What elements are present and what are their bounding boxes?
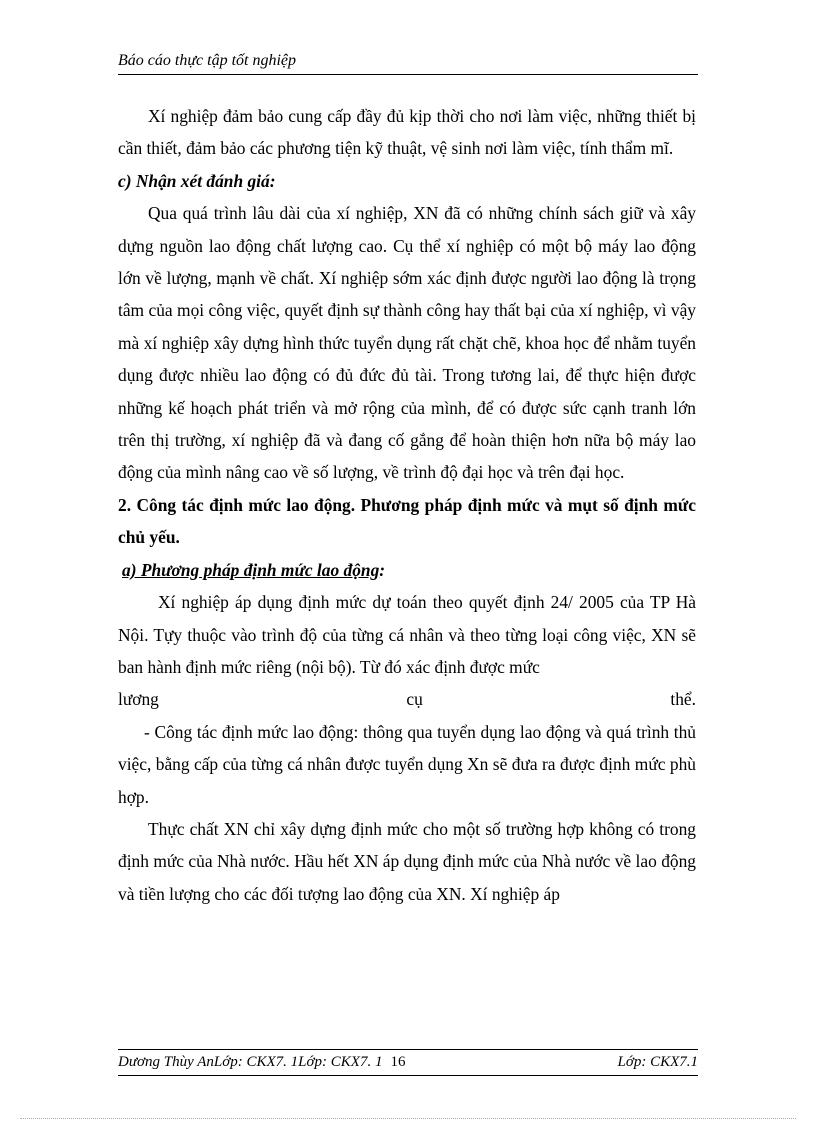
word-the: thể.: [670, 689, 696, 710]
footer-left-text: Dương Thùy AnLớp: CKX7. 1Lớp: CKX7. 1: [118, 1054, 383, 1070]
heading-2-labor-norms: 2. Công tác định mức lao động. Phương pháp định mức và mụt số định mức chủ yếu.: [118, 494, 696, 548]
heading-a-method: [118, 554, 696, 586]
paragraph-norm-application-last-line: [118, 683, 696, 715]
word-cu: cụ: [406, 689, 423, 710]
paragraph-facilities: Xí nghiệp đảm bảo cung cấp đầy đủ kịp thời cho nơi làm việc, những thiết bị cần thiết, đảm bảo các phương tiện kỹ thuật, vệ sinh nơi làm việc, tính thẩm mĩ.: [118, 106, 696, 159]
page-header: [118, 51, 698, 75]
page-number: 16: [390, 1054, 406, 1070]
paragraph-evaluation: Qua quá trình lâu dài của xí nghiệp, XN đã có những chính sách giữ và xây dựng nguồn lao động chất lượng cao. Cụ thể xí nghiệp có một bộ máy lao động lớn về lượng, mạnh về chất. Xí nghiệp sớm xác định được người lao động là trọng tâm của mọi công việc, quyết định sự thành công hay thất bại của xí nghiệp, vì vậy mà xí nghiệp xây dựng hình thức tuyển dụng rất chặt chẽ, khoa học để nhằm tuyển dụng được nhiều lao động có đủ đức đủ tài. Trong tương lai, để thực hiện được những kế hoạch phát triển và mở rộng của mình, để có được sức cạnh tranh lớn trên thị trường, xí nghiệp đã và đang cố gắng để hoàn thiện hơn nữa bộ máy lao động của mình nâng cao về số lượng, về trình độ đại học và trên đại học.: [118, 203, 696, 483]
paragraph-norm-practice: Thực chất XN chỉ xây dựng định mức cho một số trường hợp không có trong định mức của Nhà nước. Hầu hết XN áp dụng định mức của Nhà nước về lao động và tiền lượng cho các đối tượng lao động của XN. Xí nghiệp áp: [118, 818, 696, 904]
footer-divider: [118, 1075, 698, 1076]
header-title: Báo cáo thực tập tốt nghiệp: [118, 52, 297, 69]
page-footer: [118, 1049, 698, 1072]
paragraph-norm-application: Xí nghiệp áp dụng định mức dự toán theo quyết định 24/ 2005 của TP Hà Nội. Tựy thuộc vào trình độ của từng cá nhân và theo từng loại công việc, XN sẽ ban hành định mức riêng (nội bộ). Từ đó xác định được mức: [118, 592, 696, 677]
page-bottom-dotted-line: [20, 1118, 796, 1119]
footer-class: Lớp: CKX7.1: [617, 1054, 698, 1070]
paragraph-norm-work: - Công tác định mức lao động: thông qua tuyển dụng lao động và quá trình thủ việc, bằng cấp của từng cá nhân được tuyển dụng Xn sẽ đưa ra được định mức phù hợp.: [118, 721, 696, 807]
footer-author-class: [118, 1052, 405, 1072]
heading-a-method-text: a) Phương pháp định mức lao động: [122, 559, 380, 580]
document-body: [118, 100, 696, 910]
heading-c-evaluation: c) Nhận xét đánh giá:: [118, 170, 276, 191]
word-luong: lương: [118, 689, 159, 710]
heading-a-colon: :: [379, 559, 386, 580]
